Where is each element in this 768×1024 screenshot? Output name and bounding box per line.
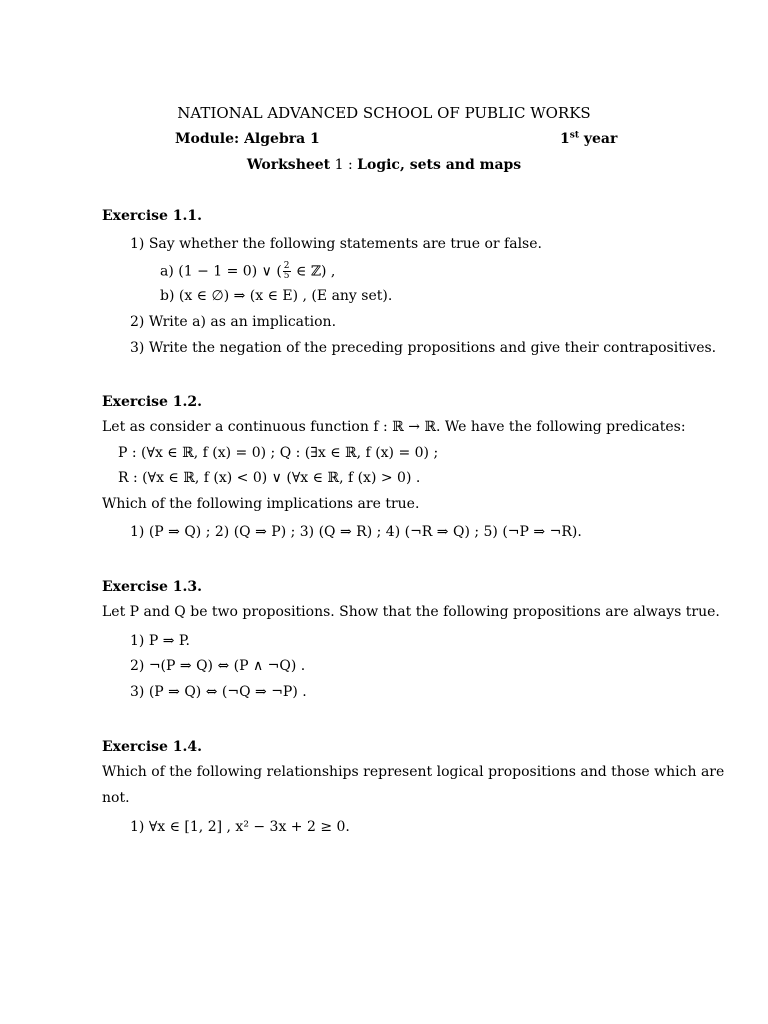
exercise-1-3-item-3: 3) (P ⇒ Q) ⇔ (¬Q ⇒ ¬P) . <box>130 684 307 700</box>
worksheet-subject: Logic, sets and maps <box>357 157 522 173</box>
exercise-1-4-intro-line-1: Which of the following relationships represent logical propositions and those which are <box>102 764 725 780</box>
exercise-1-1-title: Exercise 1.1. <box>102 208 203 224</box>
exercise-1-2-list: 1) (P ⇒ Q) ; 2) (Q ⇒ P) ; 3) (Q ⇒ R) ; 4) (¬R ⇒ Q) ; 5) (¬P ⇒ ¬R). <box>130 524 582 540</box>
worksheet-number: 1 : <box>330 157 358 173</box>
item-a-prefix: a) (1 − 1 = 0) ∨ ( <box>160 263 282 280</box>
exercise-1-2-intro: Let as consider a continuous function f : ℝ → ℝ. We have the following predicates: <box>102 419 686 435</box>
fraction <box>283 262 291 281</box>
exercise-1-4-item-1: 1) ∀x ∈ [1, 2] , x² − 3x + 2 ≥ 0. <box>130 819 350 835</box>
exercise-1-3-title: Exercise 1.3. <box>102 579 203 595</box>
year-number: 1 <box>560 131 570 147</box>
exercise-1-4-title: Exercise 1.4. <box>102 739 203 755</box>
module-label: Module: Algebra 1 <box>175 131 320 147</box>
item-a-suffix: ∈ ℤ) , <box>291 263 336 280</box>
exercise-1-2-predicates-pq: P : (∀x ∈ ℝ, f (x) = 0) ; Q : (∃x ∈ ℝ, f (x) = 0) ; <box>118 445 439 461</box>
exercise-1-1-item-1: 1) Say whether the following statements are true or false. <box>130 236 542 252</box>
year-label <box>560 130 617 148</box>
school-title: NATIONAL ADVANCED SCHOOL OF PUBLIC WORKS <box>177 104 591 122</box>
worksheet-label: Worksheet <box>246 157 331 173</box>
exercise-1-4-intro-line-2: not. <box>102 790 130 806</box>
exercise-1-2-predicate-r: R : (∀x ∈ ℝ, f (x) < 0) ∨ (∀x ∈ ℝ, f (x) > 0) . <box>118 470 421 486</box>
exercise-1-3-item-1: 1) P ⇒ P. <box>130 633 190 649</box>
exercise-1-1-item-3: 3) Write the negation of the preceding propositions and give their contrapositives. <box>130 340 717 356</box>
exercise-1-1-item-a <box>160 262 335 281</box>
fraction-numerator: 2 <box>283 261 290 271</box>
year-superscript: st <box>569 130 579 141</box>
fraction-denominator: 5 <box>283 271 290 281</box>
exercise-1-2-question: Which of the following implications are true. <box>102 496 420 512</box>
worksheet-title <box>0 156 768 174</box>
exercise-1-1-item-2: 2) Write a) as an implication. <box>130 314 337 330</box>
exercise-1-3-item-2: 2) ¬(P ⇒ Q) ⇔ (P ∧ ¬Q) . <box>130 658 306 674</box>
exercise-1-1-item-b: b) (x ∈ ∅) ⇒ (x ∈ E) , (E any set). <box>160 288 393 304</box>
exercise-1-2-title: Exercise 1.2. <box>102 394 203 410</box>
exercise-1-3-intro: Let P and Q be two propositions. Show that the following propositions are always true. <box>102 604 720 620</box>
year-word: year <box>578 131 618 147</box>
